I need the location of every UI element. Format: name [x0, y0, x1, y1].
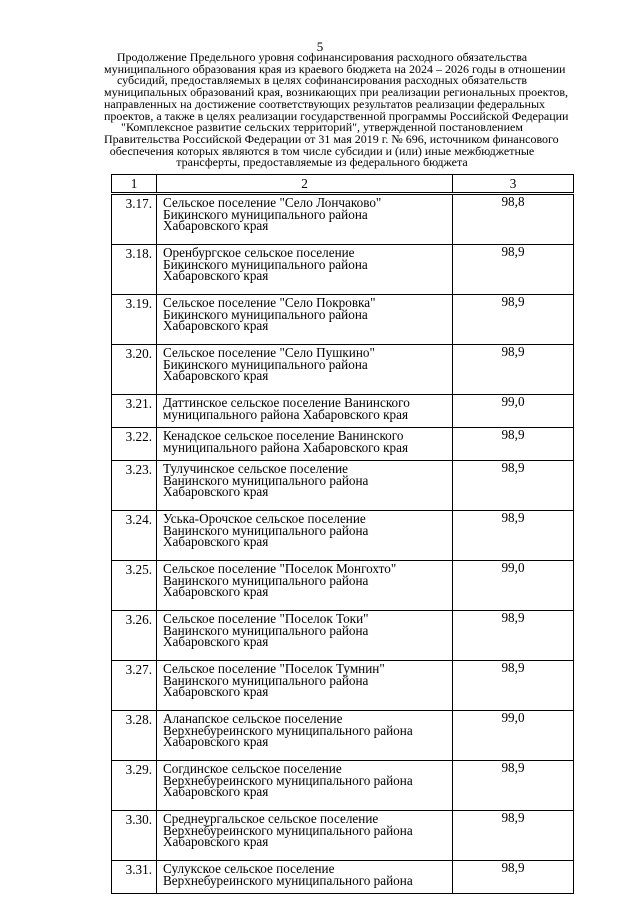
document-heading: [104, 50, 569, 170]
cofinancing-level-value: 98,9: [453, 861, 574, 894]
table-row: [112, 861, 574, 894]
settlement-name: [157, 194, 453, 245]
settlement-name: [157, 761, 453, 811]
row-number: 3.21.: [112, 395, 157, 428]
table-row: [112, 811, 574, 861]
page-number: 5: [316, 39, 324, 54]
settlement-name-line: Ванинского муниципального района: [163, 472, 369, 488]
heading-line: трансферты, предоставляемые из федерального бюджета: [176, 155, 468, 170]
settlement-name-line: Согдинское сельское поселение: [163, 761, 342, 776]
table-row: [112, 194, 574, 245]
settlement-name-line: Уська-Орочское сельское поселение: [163, 511, 366, 526]
row-number: 3.20.: [112, 345, 157, 395]
settlement-name: [157, 395, 453, 428]
settlement-name-line: Тулучинское сельское поселение: [163, 461, 349, 476]
settlement-name: [157, 511, 453, 561]
cofinancing-level-value: 98,9: [453, 661, 574, 711]
table-row: [112, 611, 574, 661]
settlement-name-line: Хабаровского края: [163, 834, 269, 849]
settlement-name-line: Хабаровского края: [163, 318, 269, 333]
settlement-name-line: Хабаровского края: [163, 484, 269, 499]
settlement-name-line: Сельское поселение "Село Пушкино": [163, 345, 375, 360]
settlement-name-line: Кенадское сельское поселение Ванинского: [163, 428, 404, 443]
row-number: 3.29.: [112, 761, 157, 811]
settlement-name-line: Хабаровского края: [163, 218, 269, 233]
settlement-name: [157, 345, 453, 395]
table-row: [112, 661, 574, 711]
settlement-name-line: Хабаровского края: [163, 584, 269, 599]
cofinancing-level-value: 98,9: [453, 511, 574, 561]
table-row: [112, 345, 574, 395]
settlement-name-line: Верхнебуреинского муниципального района: [163, 722, 413, 738]
heading-line: Правительства Российской Федерации от 31 мая 2019 г. № 696, источником финансового: [104, 131, 559, 146]
table-row: [112, 461, 574, 511]
cofinancing-level-value: 98,9: [453, 461, 574, 511]
heading-line: обеспечения которых являются в том числе субсидии и (или) иные межбюджетные: [109, 143, 535, 158]
row-number: 3.25.: [112, 561, 157, 611]
heading-line: муниципальных образований края, возникающих при реализации региональных проектов,: [104, 85, 569, 100]
settlement-name-line: Ванинского муниципального района: [163, 572, 369, 588]
settlement-name: [157, 811, 453, 861]
row-number: 3.30.: [112, 811, 157, 861]
settlement-name: [157, 861, 453, 894]
settlement-name-line: Хабаровского края: [163, 368, 269, 383]
settlement-name: [157, 245, 453, 295]
settlement-name-line: муниципального района Хабаровского края: [163, 406, 409, 422]
settlement-name: [157, 611, 453, 661]
settlement-name-line: Бикинского муниципального района: [163, 256, 368, 272]
settlement-name-line: Сулукское сельское поселение: [163, 861, 335, 876]
cofinancing-level-value: 98,9: [453, 761, 574, 811]
settlement-name: [157, 561, 453, 611]
table-row: [112, 511, 574, 561]
settlement-name-line: Хабаровского края: [163, 784, 269, 799]
cofinancing-level-value: 98,9: [453, 611, 574, 661]
heading-line: направленных на достижение соответствующих результатов реализации федеральных: [104, 96, 546, 111]
cofinancing-level-value: 99,0: [453, 561, 574, 611]
table-row: [112, 561, 574, 611]
settlement-name: [157, 711, 453, 761]
cofinancing-level-value: 98,9: [453, 345, 574, 395]
row-number: 3.31.: [112, 861, 157, 894]
settlement-name-line: Хабаровского края: [163, 634, 269, 649]
settlement-name-line: Хабаровского края: [163, 734, 269, 749]
settlement-name-line: Даттинское сельское поселение Ванинского: [163, 395, 410, 410]
settlement-name: [157, 428, 453, 461]
settlement-name-line: Аланапское сельское поселение: [163, 711, 343, 726]
settlement-name-line: Бикинского муниципального района: [163, 356, 368, 372]
row-number: 3.17.: [112, 194, 157, 245]
settlement-name: [157, 661, 453, 711]
table-row: [112, 245, 574, 295]
heading-line: субсидий, предоставляемых в целях софинансирования расходных обязательств: [116, 73, 528, 88]
table-row: [112, 711, 574, 761]
settlement-name-line: Сельское поселение "Село Лончаково": [163, 195, 382, 210]
settlement-name-line: Ванинского муниципального района: [163, 672, 369, 688]
column-header-2: 2: [157, 175, 453, 194]
table-row: [112, 428, 574, 461]
row-number: 3.27.: [112, 661, 157, 711]
cofinancing-level-value: 99,0: [453, 395, 574, 428]
settlement-name-line: Верхнебуреинского муниципального района: [163, 822, 413, 838]
cofinancing-level-value: 98,9: [453, 811, 574, 861]
cofinancing-level-value: 98,8: [453, 194, 574, 245]
table-row: [112, 295, 574, 345]
row-number: 3.19.: [112, 295, 157, 345]
cofinancing-level-value: 99,0: [453, 711, 574, 761]
settlement-name-line: Сельское поселение "Село Покровка": [163, 295, 376, 310]
cofinancing-level-value: 98,9: [453, 295, 574, 345]
row-number: 3.22.: [112, 428, 157, 461]
row-number: 3.24.: [112, 511, 157, 561]
settlement-name-line: Верхнебуреинского муниципального района: [163, 872, 413, 888]
settlement-name-line: Оренбургское сельское поселение: [163, 245, 355, 260]
heading-line: Продолжение Предельного уровня софинансирования расходного обязательства: [116, 50, 528, 64]
settlement-name-line: Сельское поселение "Поселок Токи": [163, 611, 369, 626]
settlement-name: [157, 461, 453, 511]
heading-line: муниципального образования края из краевого бюджета на 2024 – 2026 годы в отношении: [104, 61, 566, 76]
row-number: 3.28.: [112, 711, 157, 761]
row-number: 3.23.: [112, 461, 157, 511]
table-row: [112, 761, 574, 811]
settlement-name-line: Ванинского муниципального района: [163, 622, 369, 638]
cofinancing-level-value: 98,9: [453, 245, 574, 295]
settlement-name-line: муниципального района Хабаровского края: [163, 439, 409, 455]
table-header-row: [112, 175, 574, 194]
column-header-1: 1: [112, 175, 157, 194]
table-row: [112, 395, 574, 428]
column-header-3: 3: [453, 175, 574, 194]
settlement-name-line: Ванинского муниципального района: [163, 522, 369, 538]
settlement-name-line: Верхнебуреинского муниципального района: [163, 772, 413, 788]
row-number: 3.18.: [112, 245, 157, 295]
limits-table: [111, 174, 574, 894]
settlement-name-line: Сельское поселение "Поселок Тумнин": [163, 661, 385, 676]
settlement-name-line: Бикинского муниципального района: [163, 306, 368, 322]
row-number: 3.26.: [112, 611, 157, 661]
cofinancing-level-value: 98,9: [453, 428, 574, 461]
settlement-name-line: Сельское поселение "Поселок Монгохто": [163, 561, 397, 576]
settlement-name-line: Хабаровского края: [163, 684, 269, 699]
heading-line: "Комплексное развитие сельских территорий", утвержденной постановлением: [121, 120, 523, 135]
settlement-name-line: Среднеургальское сельское поселение: [163, 811, 379, 826]
settlement-name-line: Хабаровского края: [163, 534, 269, 549]
settlement-name-line: Хабаровского края: [163, 268, 269, 283]
heading-line: проектов, а также в целях реализации государственной программы Российской Федерации: [104, 108, 569, 123]
settlement-name-line: Бикинского муниципального района: [163, 206, 368, 222]
settlement-name: [157, 295, 453, 345]
